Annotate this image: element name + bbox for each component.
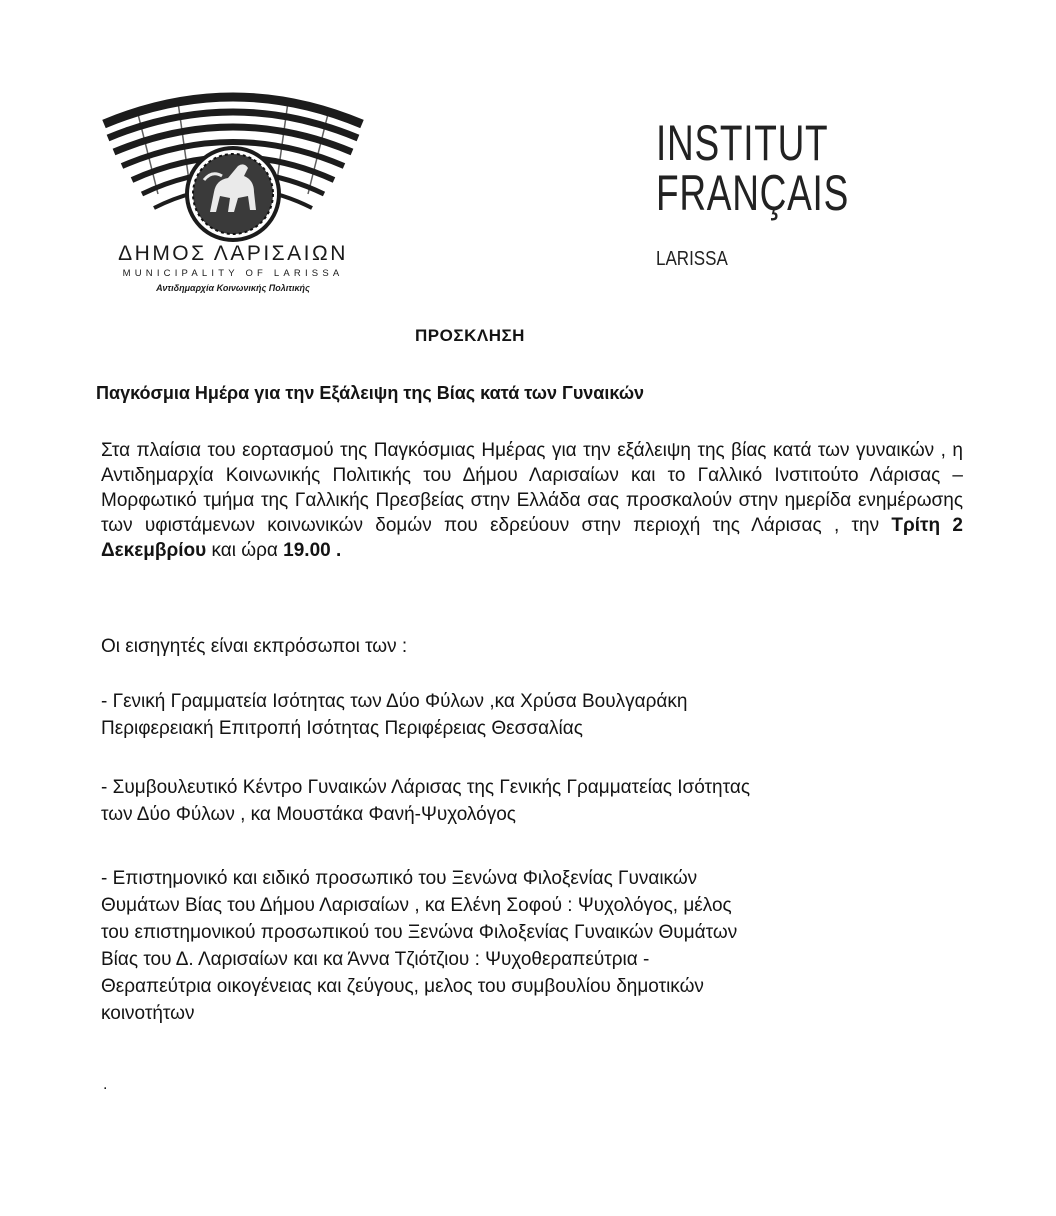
institut-francais-logo [656,115,896,290]
municipality-logo [88,84,378,294]
speakers-intro: Οι εισηγητές είναι εκπρόσωποι των : [101,636,408,657]
municipality-name: ΔΗΜΟΣ ΛΑΡΙΣΑΙΩΝ [118,242,348,265]
speaker-line: Περιφερειακή Επιτροπή Ισότητας Περιφέρειας Θεσσαλίας [101,718,583,739]
institut-logo-city: LARISSA [656,248,728,270]
institut-logo-line1: INSTITUT [656,115,829,171]
intro-and-time: και ώρα [211,540,278,561]
intro-text: Στα πλαίσια του εορτασμού της Παγκόσμιας Ημέρας για την εξάλειψη της βίας κατά των γυναικών , η Αντιδημαρχία Κοινωνικής Πολιτικής του Δήμου Λαρισαίων και το Γαλλικό Ινστιτούτο Λάρισας – Μορφωτικό τμήμα της Γαλλικής Πρεσβείας στην Ελλάδα σας προσκαλούν στην ημερίδα ενημέρωσης των υφιστάμενων κοινωνικών δομών που εδρεύουν στην περιοχή της Λάρισας , την [101,440,963,536]
intro-paragraph [101,438,963,563]
institut-logo-line2: FRANÇAIS [656,165,850,221]
document-subtitle: Παγκόσμια Ημέρα για την Εξάλειψη της Βίας κατά των Γυναικών [96,383,645,403]
speaker-line: Θυμάτων Βίας του Δήμου Λαρισαίων , κα Ελένη Σοφού : Ψυχολόγος, μέλος [101,895,732,916]
document-title: ΠΡΟΣΚΛΗΣΗ [415,326,525,345]
speaker-line: Βίας του Δ. Λαρισαίων και κα Άννα Τζιότζιου : Ψυχοθεραπεύτρια - [101,949,650,970]
speaker-item [101,774,971,828]
speaker-line: των Δύο Φύλων , κα Μουστάκα Φανή-Ψυχολόγος [101,804,516,825]
speaker-line: - Επιστημονικό και ειδικό προσωπικό του Ξενώνα Φιλοξενίας Γυναικών [101,868,698,889]
speaker-item [101,865,971,1027]
trailing-mark: . [103,1076,108,1093]
speaker-line: Θεραπεύτρια οικογένειας και ζεύγους, μελος του συμβουλίου δημοτικών [101,976,704,997]
speaker-line: - Γενική Γραμματεία Ισότητας των Δύο Φύλων ,κα Χρύσα Βουλγαράκη [101,691,688,712]
municipality-subtitle: MUNICIPALITY OF LARISSA [122,268,344,279]
intro-date: Τρίτη 2 Δεκεμβρίου [101,515,963,561]
ancient-theater-coin-icon [98,84,368,246]
speaker-line: - Συμβουλευτικό Κέντρο Γυναικών Λάρισας της Γενικής Γραμματείας Ισότητας [101,777,750,798]
speaker-line: κοινοτήτων [101,1003,195,1024]
municipality-department: Αντιδημαρχία Κοινωνικής Πολιτικής [156,283,310,293]
intro-time: 19.00 . [283,540,342,561]
speaker-line: του επιστημονικού προσωπικού του Ξενώνα Φιλοξενίας Γυναικών Θυμάτων [101,922,738,943]
speaker-item [101,688,971,742]
